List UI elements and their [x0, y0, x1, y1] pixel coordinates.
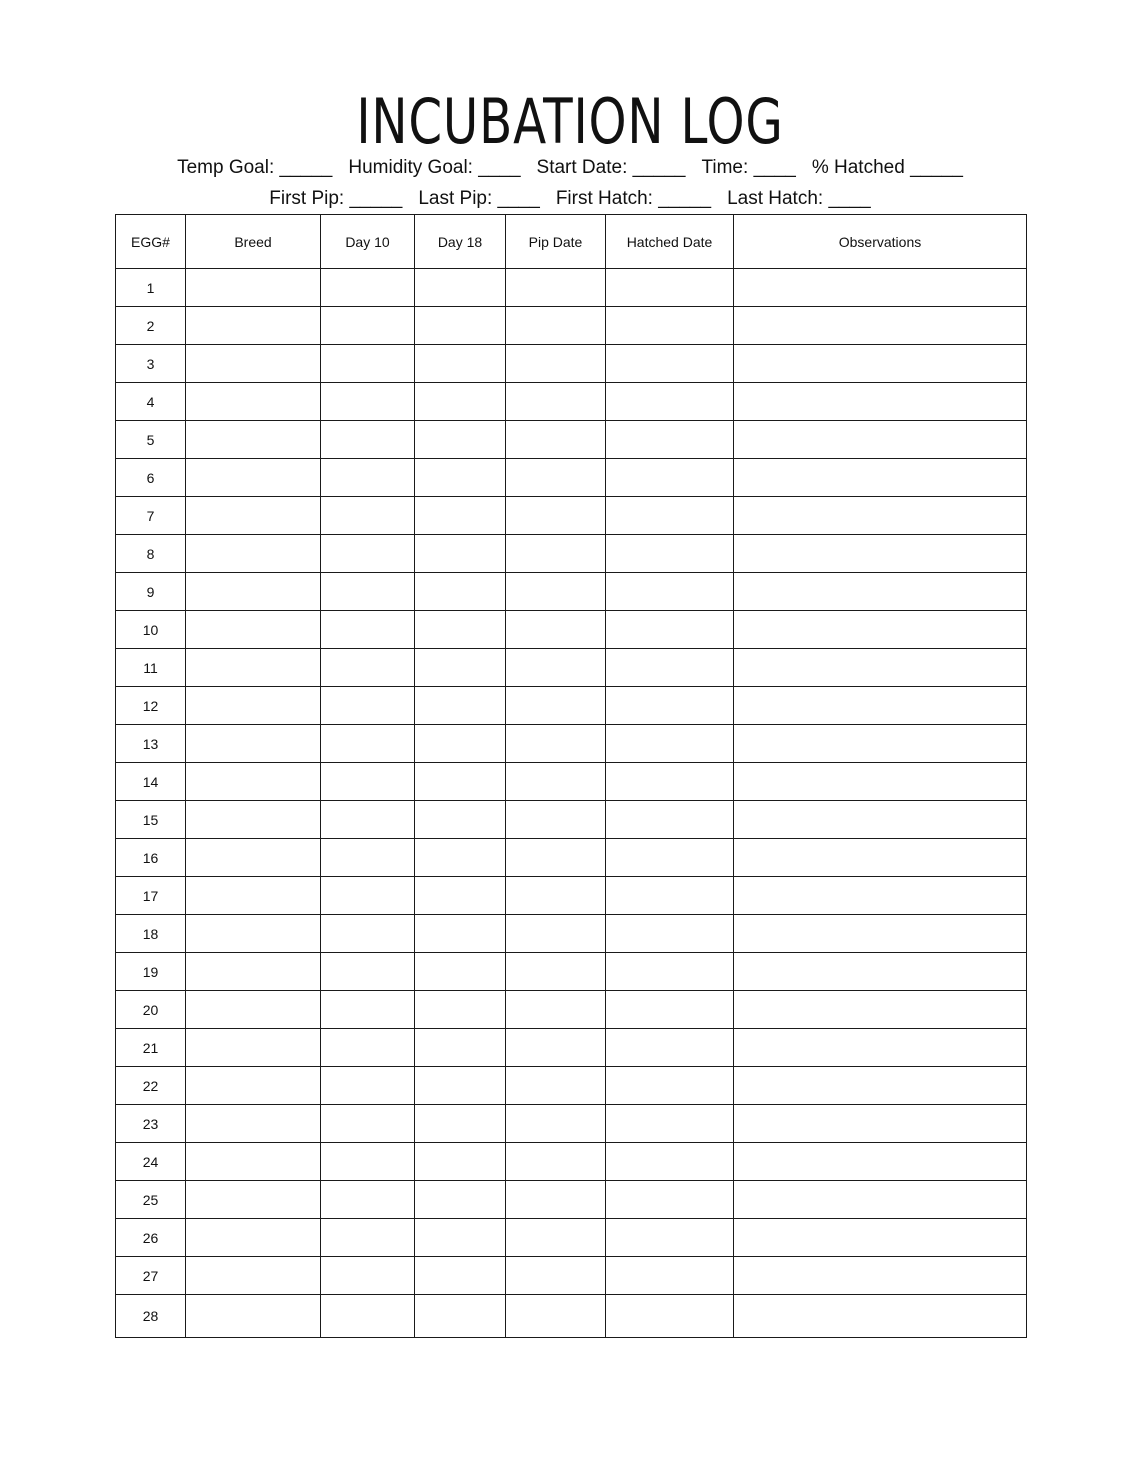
hatched-date-cell[interactable]	[606, 839, 734, 877]
breed-cell[interactable]	[186, 1067, 321, 1105]
pip-date-cell[interactable]	[506, 763, 606, 801]
breed-cell[interactable]	[186, 383, 321, 421]
pip-date-cell[interactable]	[506, 649, 606, 687]
pip-date-cell[interactable]	[506, 877, 606, 915]
day-18-cell[interactable]	[415, 573, 506, 611]
hatched-date-cell[interactable]	[606, 1295, 734, 1338]
day-10-cell[interactable]	[321, 459, 415, 497]
egg-number-cell: 18	[116, 915, 186, 953]
pip-date-cell[interactable]	[506, 915, 606, 953]
day-18-cell[interactable]	[415, 459, 506, 497]
day-10-cell[interactable]	[321, 801, 415, 839]
column-header-pip-date: Pip Date	[506, 215, 606, 269]
observations-cell[interactable]	[734, 839, 1027, 877]
hatched-date-cell[interactable]	[606, 497, 734, 535]
breed-cell[interactable]	[186, 573, 321, 611]
day-18-cell[interactable]	[415, 497, 506, 535]
header-field-blank[interactable]: _____	[279, 157, 333, 178]
egg-number-cell: 2	[116, 307, 186, 345]
table-row	[116, 801, 1027, 839]
hatched-date-cell[interactable]	[606, 801, 734, 839]
hatched-date-cell[interactable]	[606, 915, 734, 953]
table-row	[116, 1219, 1027, 1257]
hatched-date-cell[interactable]	[606, 1219, 734, 1257]
column-header-day-10: Day 10	[321, 215, 415, 269]
pip-date-cell[interactable]	[506, 839, 606, 877]
hatched-date-cell[interactable]	[606, 459, 734, 497]
breed-cell[interactable]	[186, 459, 321, 497]
table-row	[116, 649, 1027, 687]
breed-cell[interactable]	[186, 801, 321, 839]
breed-cell[interactable]	[186, 345, 321, 383]
observations-cell[interactable]	[734, 877, 1027, 915]
header-fields-row-2	[0, 187, 1140, 211]
observations-cell[interactable]	[734, 497, 1027, 535]
day-10-cell[interactable]	[321, 1143, 415, 1181]
hatched-date-cell[interactable]	[606, 877, 734, 915]
egg-number-cell: 4	[116, 383, 186, 421]
breed-cell[interactable]	[186, 1219, 321, 1257]
column-header-egg: EGG#	[116, 215, 186, 269]
day-18-cell[interactable]	[415, 307, 506, 345]
hatched-date-cell[interactable]	[606, 1143, 734, 1181]
hatched-date-cell[interactable]	[606, 269, 734, 307]
day-10-cell[interactable]	[321, 611, 415, 649]
table-row	[116, 1181, 1027, 1219]
table-row	[116, 1143, 1027, 1181]
hatched-date-cell[interactable]	[606, 763, 734, 801]
day-10-cell[interactable]	[321, 649, 415, 687]
pip-date-cell[interactable]	[506, 497, 606, 535]
egg-number-cell: 20	[116, 991, 186, 1029]
hatched-date-cell[interactable]	[606, 1105, 734, 1143]
observations-cell[interactable]	[734, 573, 1027, 611]
observations-cell[interactable]	[734, 991, 1027, 1029]
pip-date-cell[interactable]	[506, 345, 606, 383]
breed-cell[interactable]	[186, 915, 321, 953]
breed-cell[interactable]	[186, 687, 321, 725]
day-10-cell[interactable]	[321, 877, 415, 915]
header-field-label: Last Hatch:	[727, 188, 824, 209]
header-field-label: Start Date:	[536, 157, 628, 178]
day-18-cell[interactable]	[415, 1067, 506, 1105]
pip-date-cell[interactable]	[506, 611, 606, 649]
day-18-cell[interactable]	[415, 991, 506, 1029]
pip-date-cell[interactable]	[506, 1029, 606, 1067]
pip-date-cell[interactable]	[506, 1143, 606, 1181]
header-field	[269, 187, 402, 211]
header-field-blank[interactable]: _____	[658, 188, 712, 209]
day-10-cell[interactable]	[321, 687, 415, 725]
observations-cell[interactable]	[734, 611, 1027, 649]
table-row	[116, 345, 1027, 383]
day-10-cell[interactable]	[321, 421, 415, 459]
table-body	[116, 269, 1027, 1338]
breed-cell[interactable]	[186, 1181, 321, 1219]
pip-date-cell[interactable]	[506, 687, 606, 725]
pip-date-cell[interactable]	[506, 1067, 606, 1105]
pip-date-cell[interactable]	[506, 535, 606, 573]
day-10-cell[interactable]	[321, 763, 415, 801]
day-18-cell[interactable]	[415, 801, 506, 839]
header-fields-row-1	[0, 156, 1140, 180]
observations-cell[interactable]	[734, 725, 1027, 763]
pip-date-cell[interactable]	[506, 1219, 606, 1257]
header-field	[537, 156, 686, 180]
observations-cell[interactable]	[734, 1219, 1027, 1257]
egg-number-cell: 3	[116, 345, 186, 383]
table-row	[116, 611, 1027, 649]
day-10-cell[interactable]	[321, 1105, 415, 1143]
table-row	[116, 991, 1027, 1029]
egg-number-cell: 11	[116, 649, 186, 687]
pip-date-cell[interactable]	[506, 991, 606, 1029]
day-18-cell[interactable]	[415, 687, 506, 725]
hatched-date-cell[interactable]	[606, 611, 734, 649]
egg-number-cell: 19	[116, 953, 186, 991]
pip-date-cell[interactable]	[506, 459, 606, 497]
table-row	[116, 497, 1027, 535]
day-18-cell[interactable]	[415, 649, 506, 687]
table-row	[116, 953, 1027, 991]
pip-date-cell[interactable]	[506, 725, 606, 763]
header-field-blank[interactable]: _____	[632, 157, 686, 178]
hatched-date-cell[interactable]	[606, 1257, 734, 1295]
pip-date-cell[interactable]	[506, 801, 606, 839]
breed-cell[interactable]	[186, 1295, 321, 1338]
egg-number-cell: 25	[116, 1181, 186, 1219]
header-field	[177, 156, 332, 180]
observations-cell[interactable]	[734, 915, 1027, 953]
header-field-label: First Pip:	[269, 188, 345, 209]
header-field	[812, 156, 963, 180]
hatched-date-cell[interactable]	[606, 345, 734, 383]
hatched-date-cell[interactable]	[606, 991, 734, 1029]
observations-cell[interactable]	[734, 459, 1027, 497]
header-field-blank[interactable]: _____	[349, 188, 403, 209]
egg-number-cell: 12	[116, 687, 186, 725]
day-18-cell[interactable]	[415, 1219, 506, 1257]
egg-number-cell: 6	[116, 459, 186, 497]
pip-date-cell[interactable]	[506, 953, 606, 991]
hatched-date-cell[interactable]	[606, 1181, 734, 1219]
header-field	[348, 156, 520, 180]
hatched-date-cell[interactable]	[606, 307, 734, 345]
table-row	[116, 763, 1027, 801]
day-18-cell[interactable]	[415, 1105, 506, 1143]
day-10-cell[interactable]	[321, 345, 415, 383]
breed-cell[interactable]	[186, 877, 321, 915]
table-row	[116, 915, 1027, 953]
page-title: INCUBATION LOG	[356, 85, 784, 158]
day-18-cell[interactable]	[415, 1295, 506, 1338]
header-field	[418, 187, 540, 211]
egg-number-cell: 5	[116, 421, 186, 459]
egg-number-cell: 21	[116, 1029, 186, 1067]
day-10-cell[interactable]	[321, 269, 415, 307]
egg-number-cell: 24	[116, 1143, 186, 1181]
header-field	[727, 187, 871, 211]
egg-number-cell: 22	[116, 1067, 186, 1105]
table-row	[116, 383, 1027, 421]
day-18-cell[interactable]	[415, 1257, 506, 1295]
header-field-blank[interactable]: ____	[828, 188, 871, 209]
hatched-date-cell[interactable]	[606, 383, 734, 421]
pip-date-cell[interactable]	[506, 1295, 606, 1338]
table-row	[116, 535, 1027, 573]
day-10-cell[interactable]	[321, 1067, 415, 1105]
observations-cell[interactable]	[734, 1181, 1027, 1219]
breed-cell[interactable]	[186, 649, 321, 687]
day-10-cell[interactable]	[321, 573, 415, 611]
table-row	[116, 421, 1027, 459]
header-field-label: % Hatched	[811, 157, 905, 178]
header-field-blank[interactable]: ____	[497, 188, 540, 209]
day-18-cell[interactable]	[415, 345, 506, 383]
column-header-observations: Observations	[734, 215, 1027, 269]
day-10-cell[interactable]	[321, 1257, 415, 1295]
day-10-cell[interactable]	[321, 1295, 415, 1338]
day-10-cell[interactable]	[321, 383, 415, 421]
egg-number-cell: 8	[116, 535, 186, 573]
table-row	[116, 573, 1027, 611]
column-header-breed: Breed	[186, 215, 321, 269]
breed-cell[interactable]	[186, 307, 321, 345]
breed-cell[interactable]	[186, 1105, 321, 1143]
day-10-cell[interactable]	[321, 915, 415, 953]
table-row	[116, 459, 1027, 497]
hatched-date-cell[interactable]	[606, 421, 734, 459]
day-10-cell[interactable]	[321, 307, 415, 345]
breed-cell[interactable]	[186, 1257, 321, 1295]
day-10-cell[interactable]	[321, 535, 415, 573]
table-row	[116, 269, 1027, 307]
observations-cell[interactable]	[734, 801, 1027, 839]
pip-date-cell[interactable]	[506, 1257, 606, 1295]
egg-number-cell: 16	[116, 839, 186, 877]
observations-cell[interactable]	[734, 1257, 1027, 1295]
hatched-date-cell[interactable]	[606, 535, 734, 573]
observations-cell[interactable]	[734, 953, 1027, 991]
header-field-label: Temp Goal:	[177, 157, 275, 178]
breed-cell[interactable]	[186, 1143, 321, 1181]
breed-cell[interactable]	[186, 991, 321, 1029]
day-10-cell[interactable]	[321, 725, 415, 763]
observations-cell[interactable]	[734, 1105, 1027, 1143]
observations-cell[interactable]	[734, 307, 1027, 345]
day-18-cell[interactable]	[415, 1181, 506, 1219]
pip-date-cell[interactable]	[506, 269, 606, 307]
table-row	[116, 725, 1027, 763]
day-18-cell[interactable]	[415, 725, 506, 763]
hatched-date-cell[interactable]	[606, 1029, 734, 1067]
breed-cell[interactable]	[186, 497, 321, 535]
day-10-cell[interactable]	[321, 1219, 415, 1257]
day-10-cell[interactable]	[321, 953, 415, 991]
incubation-log-table	[115, 214, 1027, 1338]
egg-number-cell: 10	[116, 611, 186, 649]
day-18-cell[interactable]	[415, 877, 506, 915]
day-18-cell[interactable]	[415, 611, 506, 649]
pip-date-cell[interactable]	[506, 1105, 606, 1143]
day-10-cell[interactable]	[321, 1029, 415, 1067]
header-field-label: Humidity Goal:	[348, 157, 473, 178]
observations-cell[interactable]	[734, 687, 1027, 725]
egg-number-cell: 15	[116, 801, 186, 839]
table-row	[116, 1029, 1027, 1067]
observations-cell[interactable]	[734, 1143, 1027, 1181]
day-18-cell[interactable]	[415, 535, 506, 573]
column-header-hatched-date: Hatched Date	[606, 215, 734, 269]
breed-cell[interactable]	[186, 611, 321, 649]
header-field-blank[interactable]: ____	[478, 157, 521, 178]
breed-cell[interactable]	[186, 421, 321, 459]
hatched-date-cell[interactable]	[606, 687, 734, 725]
pip-date-cell[interactable]	[506, 307, 606, 345]
column-header-day-18: Day 18	[415, 215, 506, 269]
breed-cell[interactable]	[186, 535, 321, 573]
header-field	[556, 187, 711, 211]
egg-number-cell: 9	[116, 573, 186, 611]
egg-number-cell: 28	[116, 1295, 186, 1338]
day-10-cell[interactable]	[321, 1181, 415, 1219]
observations-cell[interactable]	[734, 383, 1027, 421]
header-field-label: Time:	[701, 157, 749, 178]
pip-date-cell[interactable]	[506, 383, 606, 421]
breed-cell[interactable]	[186, 725, 321, 763]
hatched-date-cell[interactable]	[606, 1067, 734, 1105]
day-18-cell[interactable]	[415, 421, 506, 459]
header-field	[701, 156, 795, 180]
egg-number-cell: 27	[116, 1257, 186, 1295]
table-row	[116, 307, 1027, 345]
observations-cell[interactable]	[734, 1295, 1027, 1338]
pip-date-cell[interactable]	[506, 573, 606, 611]
day-18-cell[interactable]	[415, 763, 506, 801]
table-row	[116, 1295, 1027, 1338]
observations-cell[interactable]	[734, 1067, 1027, 1105]
observations-cell[interactable]	[734, 1029, 1027, 1067]
egg-number-cell: 1	[116, 269, 186, 307]
egg-number-cell: 7	[116, 497, 186, 535]
header-field-blank[interactable]: ____	[753, 157, 796, 178]
day-10-cell[interactable]	[321, 497, 415, 535]
egg-number-cell: 23	[116, 1105, 186, 1143]
observations-cell[interactable]	[734, 269, 1027, 307]
table-row	[116, 687, 1027, 725]
breed-cell[interactable]	[186, 269, 321, 307]
egg-number-cell: 14	[116, 763, 186, 801]
breed-cell[interactable]	[186, 1029, 321, 1067]
day-18-cell[interactable]	[415, 383, 506, 421]
day-18-cell[interactable]	[415, 839, 506, 877]
header-field-label: First Hatch:	[555, 188, 653, 209]
table-row	[116, 839, 1027, 877]
day-18-cell[interactable]	[415, 915, 506, 953]
observations-cell[interactable]	[734, 535, 1027, 573]
observations-cell[interactable]	[734, 421, 1027, 459]
table-row	[116, 877, 1027, 915]
table-row	[116, 1067, 1027, 1105]
day-18-cell[interactable]	[415, 1143, 506, 1181]
day-18-cell[interactable]	[415, 269, 506, 307]
hatched-date-cell[interactable]	[606, 953, 734, 991]
pip-date-cell[interactable]	[506, 421, 606, 459]
breed-cell[interactable]	[186, 839, 321, 877]
egg-number-cell: 13	[116, 725, 186, 763]
pip-date-cell[interactable]	[506, 1181, 606, 1219]
day-18-cell[interactable]	[415, 953, 506, 991]
egg-number-cell: 26	[116, 1219, 186, 1257]
header-field-blank[interactable]: _____	[910, 157, 963, 178]
breed-cell[interactable]	[186, 763, 321, 801]
header-field-label: Last Pip:	[418, 188, 493, 209]
day-10-cell[interactable]	[321, 839, 415, 877]
egg-number-cell: 17	[116, 877, 186, 915]
hatched-date-cell[interactable]	[606, 649, 734, 687]
observations-cell[interactable]	[734, 763, 1027, 801]
observations-cell[interactable]	[734, 649, 1027, 687]
table-row	[116, 1257, 1027, 1295]
table-row	[116, 1105, 1027, 1143]
hatched-date-cell[interactable]	[606, 573, 734, 611]
breed-cell[interactable]	[186, 953, 321, 991]
day-18-cell[interactable]	[415, 1029, 506, 1067]
hatched-date-cell[interactable]	[606, 725, 734, 763]
observations-cell[interactable]	[734, 345, 1027, 383]
day-10-cell[interactable]	[321, 991, 415, 1029]
table-header-row	[116, 215, 1027, 269]
